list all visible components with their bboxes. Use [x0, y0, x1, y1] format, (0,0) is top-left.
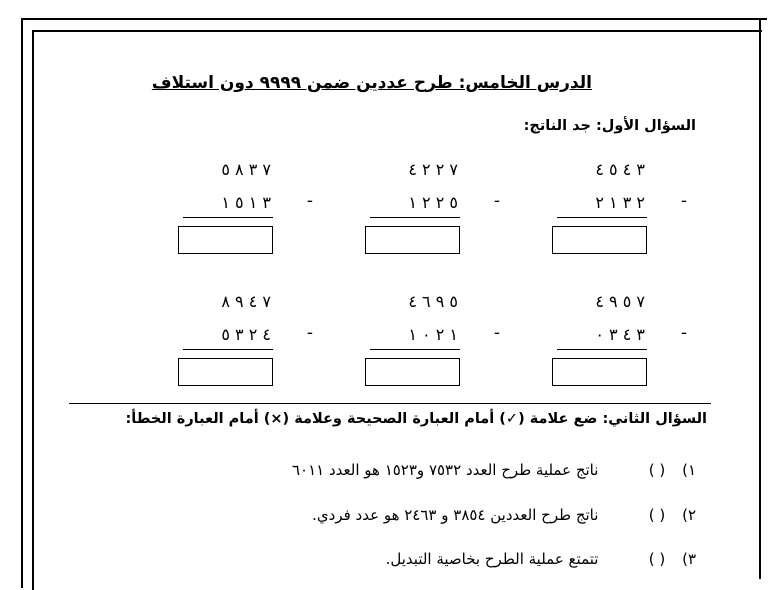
statement-number: ٣) [682, 550, 696, 568]
statement-text: ناتج طرح العددين ٣٨٥٤ و ٢٤٦٣ هو عدد فردي. [312, 506, 599, 524]
answer-box[interactable] [178, 358, 273, 386]
answer-box[interactable] [365, 358, 460, 386]
minuend: ٧ ٢ ٢ ٤ [408, 160, 458, 179]
section-divider [69, 403, 711, 404]
subtrahend: ٣ ١ ٥ ١ [221, 193, 271, 212]
statement-number: ٢) [682, 506, 696, 524]
answer-box[interactable] [365, 226, 460, 254]
statement-row [292, 461, 696, 479]
sum-line [557, 217, 647, 218]
answer-blank[interactable]: ( ) [648, 461, 666, 479]
statement-text: ناتج عملية طرح العدد ٧٥٣٢ و١٥٢٣ هو العدد ٦٠١١ [291, 461, 599, 479]
sum-line [557, 349, 647, 350]
answer-blank[interactable]: ( ) [648, 550, 666, 568]
minuend: ٧ ٤ ٩ ٨ [221, 292, 271, 311]
minuend: ٥ ٩ ٦ ٤ [408, 292, 458, 311]
sum-line [183, 349, 273, 350]
answer-box[interactable] [552, 226, 647, 254]
minus-sign: - [306, 191, 313, 211]
answer-box[interactable] [552, 358, 647, 386]
subtrahend: ١ ٢ ٠ ١ [408, 325, 458, 344]
subtrahend: ٣ ٤ ٣ ٠ [595, 325, 645, 344]
answer-blank[interactable]: ( ) [648, 506, 666, 524]
subtrahend: ٢ ٣ ١ ٢ [595, 193, 645, 212]
minuend: ٧ ٥ ٩ ٤ [595, 292, 645, 311]
statement-row [312, 506, 696, 524]
answer-box[interactable] [178, 226, 273, 254]
lesson-title: الدرس الخامس: طرح عددين ضمن ٩٩٩٩ دون استلاف [151, 73, 592, 93]
subtrahend: ٤ ٢ ٣ ٥ [221, 325, 271, 344]
subtrahend: ٥ ٢ ٢ ١ [408, 193, 458, 212]
minuend: ٣ ٤ ٥ ٤ [595, 160, 645, 179]
question-1-label: السؤال الأول: جد الناتج: [523, 118, 696, 134]
statement-text: تتمتع عملية الطرح بخاصية التبديل. [385, 550, 599, 568]
sum-line [370, 217, 460, 218]
sum-line [183, 217, 273, 218]
statement-number: ١) [682, 461, 696, 479]
sum-line [370, 349, 460, 350]
statement-row [386, 550, 696, 568]
minus-sign: - [680, 323, 687, 343]
page-border-right [759, 18, 761, 579]
minus-sign: - [493, 323, 500, 343]
minus-sign: - [680, 191, 687, 211]
minus-sign: - [493, 191, 500, 211]
minuend: ٧ ٣ ٨ ٥ [221, 160, 271, 179]
minus-sign: - [306, 323, 313, 343]
question-2-label: السؤال الثاني: ضع علامة (✓) أمام العبارة الصحيحة وعلامة (×) أمام العبارة الخطأ: [125, 411, 707, 427]
